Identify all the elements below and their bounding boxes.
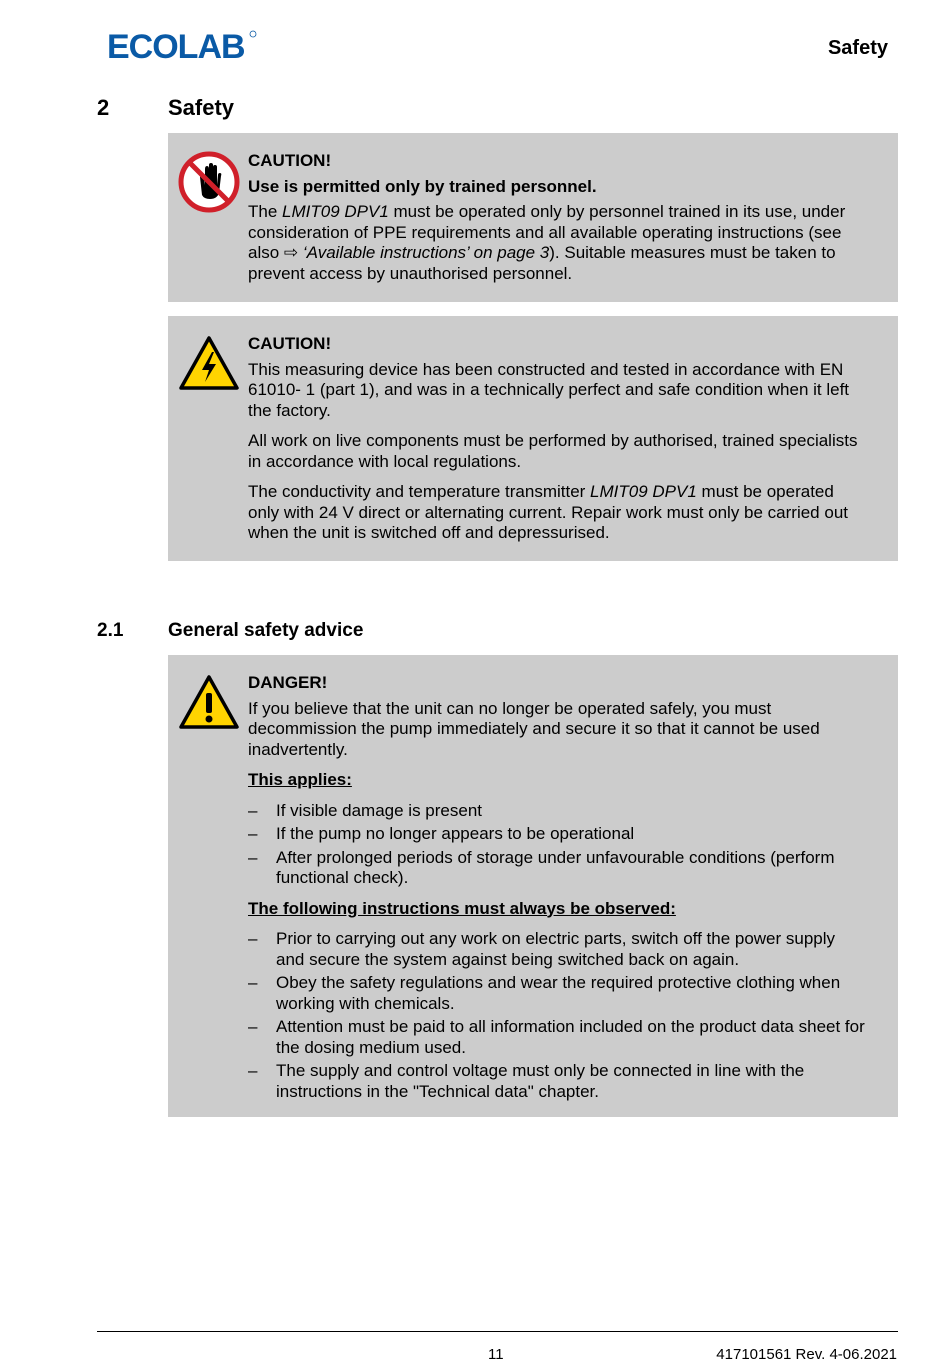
- caution-subtitle: Use is permitted only by trained personnel.: [248, 176, 597, 196]
- no-access-prohibition-icon: [178, 151, 240, 213]
- instructions-list: [248, 929, 868, 1102]
- footer-divider: [97, 1331, 898, 1332]
- section-title: Safety: [168, 95, 235, 120]
- cross-reference-link[interactable]: ‘Available instructions’ on page 3: [298, 243, 550, 262]
- ecolab-logo: [107, 28, 257, 64]
- electrical-hazard-warning-icon: [178, 334, 240, 396]
- subsection-title: General safety advice: [168, 620, 364, 641]
- danger-box: [168, 655, 898, 1117]
- caution-text: The LMIT09 DPV1 must be operated only by personnel trained in its use, under consideration of PPE requirements and all available operating instructions (see also ⇨ ‘Available instructions’ on page 3). Suitable measures must be taken to prevent access by unauthorised personnel.: [248, 202, 846, 283]
- danger-text: If you believe that the unit can no longer be operated safely, you must decommission the pump immediately and secure it so that it cannot be used inadvertently.: [248, 698, 820, 759]
- logo-text: ECOLAB: [107, 28, 245, 64]
- list-item: – Prior to carrying out any work on electric parts, switch off the power supply and secure the system against being switched back on again.: [248, 929, 868, 970]
- product-name: LMIT09 DPV1: [282, 202, 389, 221]
- product-name: LMIT09 DPV1: [590, 482, 697, 501]
- subsection-number: 2.1: [97, 620, 124, 641]
- section-number: 2: [97, 95, 110, 120]
- danger-title: DANGER!: [248, 673, 328, 692]
- applies-heading: This applies:: [248, 770, 352, 789]
- caution-text-1: This measuring device has been constructed and tested in accordance with EN 61010- 1 (part 1), and was in a technically perfect and safe condition when it left the factory.: [248, 359, 850, 420]
- cross-reference-arrow-icon: ⇨: [283, 243, 299, 262]
- page-number: 11: [488, 1346, 504, 1363]
- caution-box-electrical: [168, 316, 898, 561]
- general-warning-icon: [178, 673, 240, 735]
- caution-title: CAUTION!: [248, 334, 332, 353]
- applies-list: [248, 801, 868, 889]
- list-item: – After prolonged periods of storage under unfavourable conditions (perform functional check).: [248, 848, 868, 889]
- list-item: – If the pump no longer appears to be operational: [248, 824, 868, 845]
- caution-box-trained-personnel: [168, 133, 898, 302]
- header-section-label: Safety: [827, 37, 888, 59]
- caution-text-3: The conductivity and temperature transmitter LMIT09 DPV1 must be operated only with 24 V direct or alternating current. Repair work must only be carried out when the unit is switched off and depressurised.: [248, 482, 848, 542]
- caution-title: CAUTION!: [248, 151, 332, 170]
- document-revision: 417101561 Rev. 4-06.2021: [716, 1346, 897, 1363]
- list-item: – The supply and control voltage must only be connected in line with the instructions in the "Technical data" chapter.: [248, 1061, 868, 1102]
- caution-text-2: All work on live components must be performed by authorised, trained specialists in accordance with local regulations.: [248, 431, 858, 471]
- list-item: – Obey the safety regulations and wear the required protective clothing when working with chemicals.: [248, 973, 868, 1014]
- list-item: – Attention must be paid to all information included on the product data sheet for the dosing medium used.: [248, 1017, 868, 1058]
- instructions-heading: The following instructions must always be observed:: [248, 898, 676, 918]
- list-item: – If visible damage is present: [248, 801, 868, 822]
